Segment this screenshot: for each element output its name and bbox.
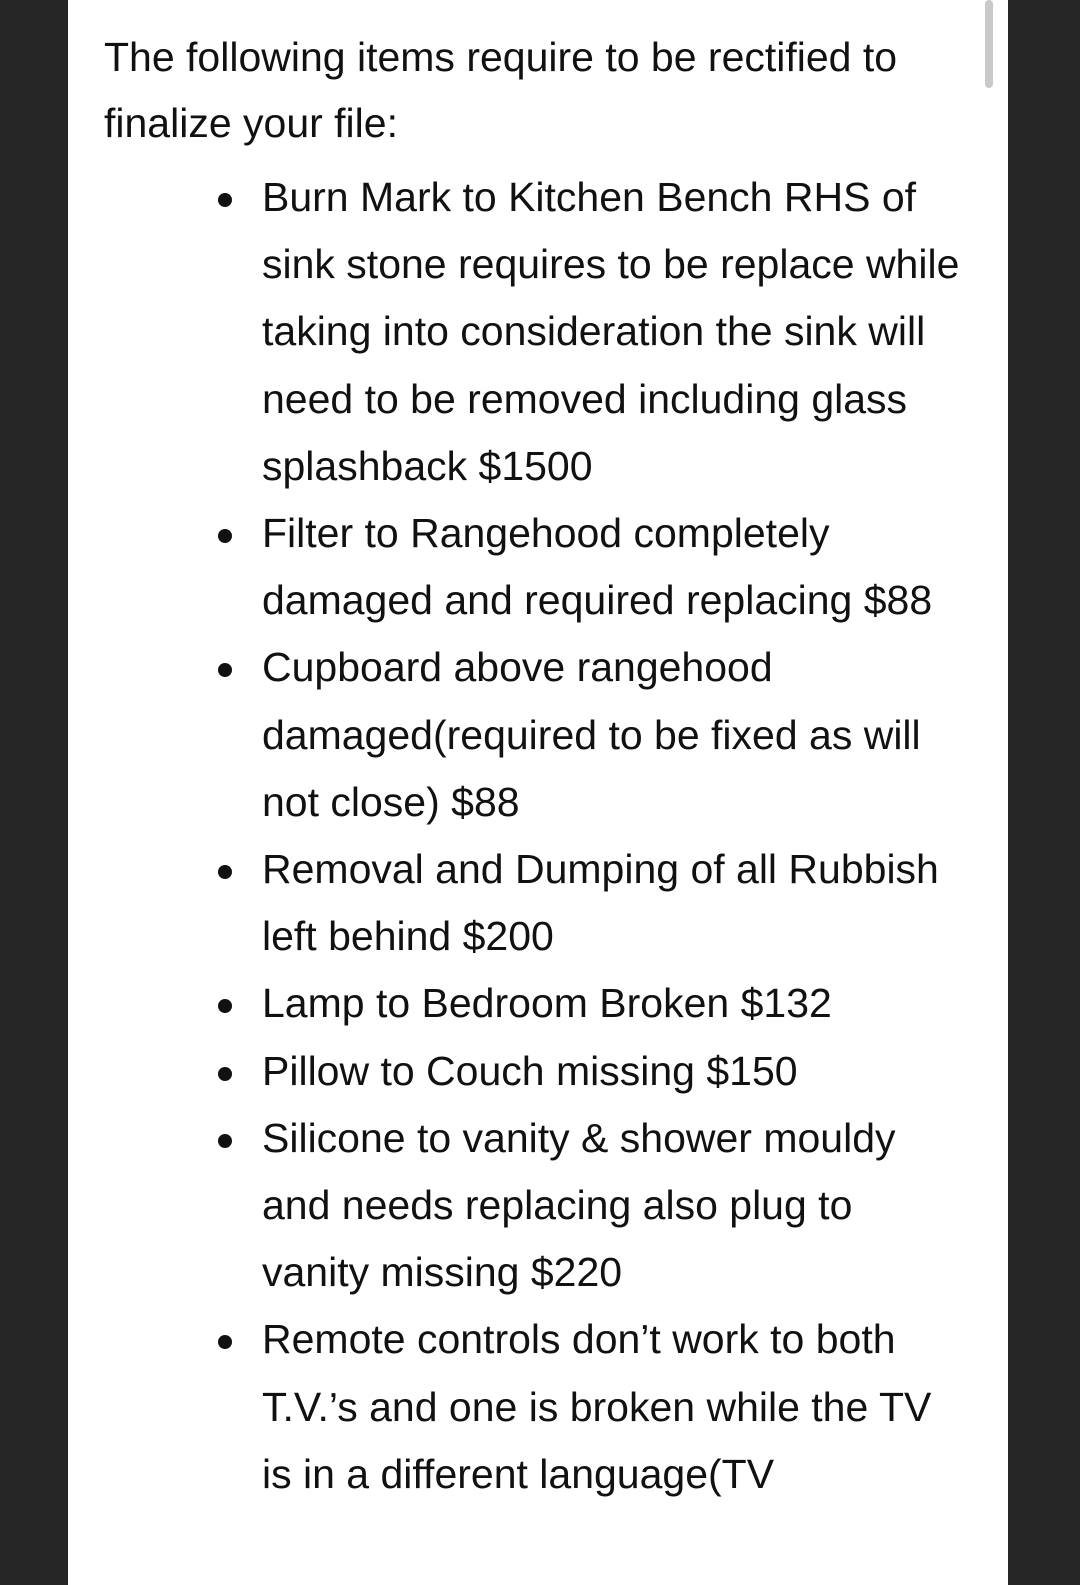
list-item [104, 500, 962, 634]
bullet-icon [218, 999, 232, 1013]
list-item-text: Burn Mark to Kitchen Bench RHS of sink stone requires to be replace while taking into consideration the sink will need to be removed including glass splashback $1500 [262, 174, 960, 489]
bullet-icon [218, 663, 232, 677]
bullet-icon [218, 865, 232, 879]
bullet-icon [218, 529, 232, 543]
intro-text: The following items require to be rectified to finalize your file: [104, 34, 898, 146]
bullet-icon [218, 1067, 232, 1081]
list-item-text: Pillow to Couch missing $150 [262, 1047, 798, 1094]
list-item-text: Remote controls don’t work to both T.V.’s and one is broken while the TV is in a different language(TV [262, 1316, 932, 1497]
list-item [104, 836, 962, 970]
list-item-text: Filter to Rangehood completely damaged and required replacing $88 [262, 510, 933, 624]
vertical-scrollbar[interactable] [985, 0, 993, 88]
list-item [104, 1105, 962, 1307]
list-item [104, 634, 962, 836]
message-body[interactable] [68, 0, 1008, 1585]
bullet-icon [218, 1335, 232, 1349]
list-item-text: Cupboard above rangehood damaged(required to be fixed as will not close) $88 [262, 644, 921, 825]
left-bezel [0, 0, 68, 1585]
message-content [104, 24, 984, 1508]
rectification-list [104, 164, 984, 1508]
list-item [104, 970, 962, 1037]
list-item-text: Lamp to Bedroom Broken $132 [262, 980, 832, 1027]
bullet-icon [218, 1134, 232, 1148]
list-item-text: Removal and Dumping of all Rubbish left behind $200 [262, 846, 939, 960]
bottom-fade [68, 1551, 1008, 1585]
right-bezel [1008, 0, 1080, 1585]
list-item [104, 1306, 962, 1508]
list-item-text: Silicone to vanity & shower mouldy and needs replacing also plug to vanity missing $220 [262, 1114, 896, 1296]
list-item [104, 1038, 962, 1105]
list-item [104, 164, 962, 500]
bullet-icon [218, 193, 232, 207]
